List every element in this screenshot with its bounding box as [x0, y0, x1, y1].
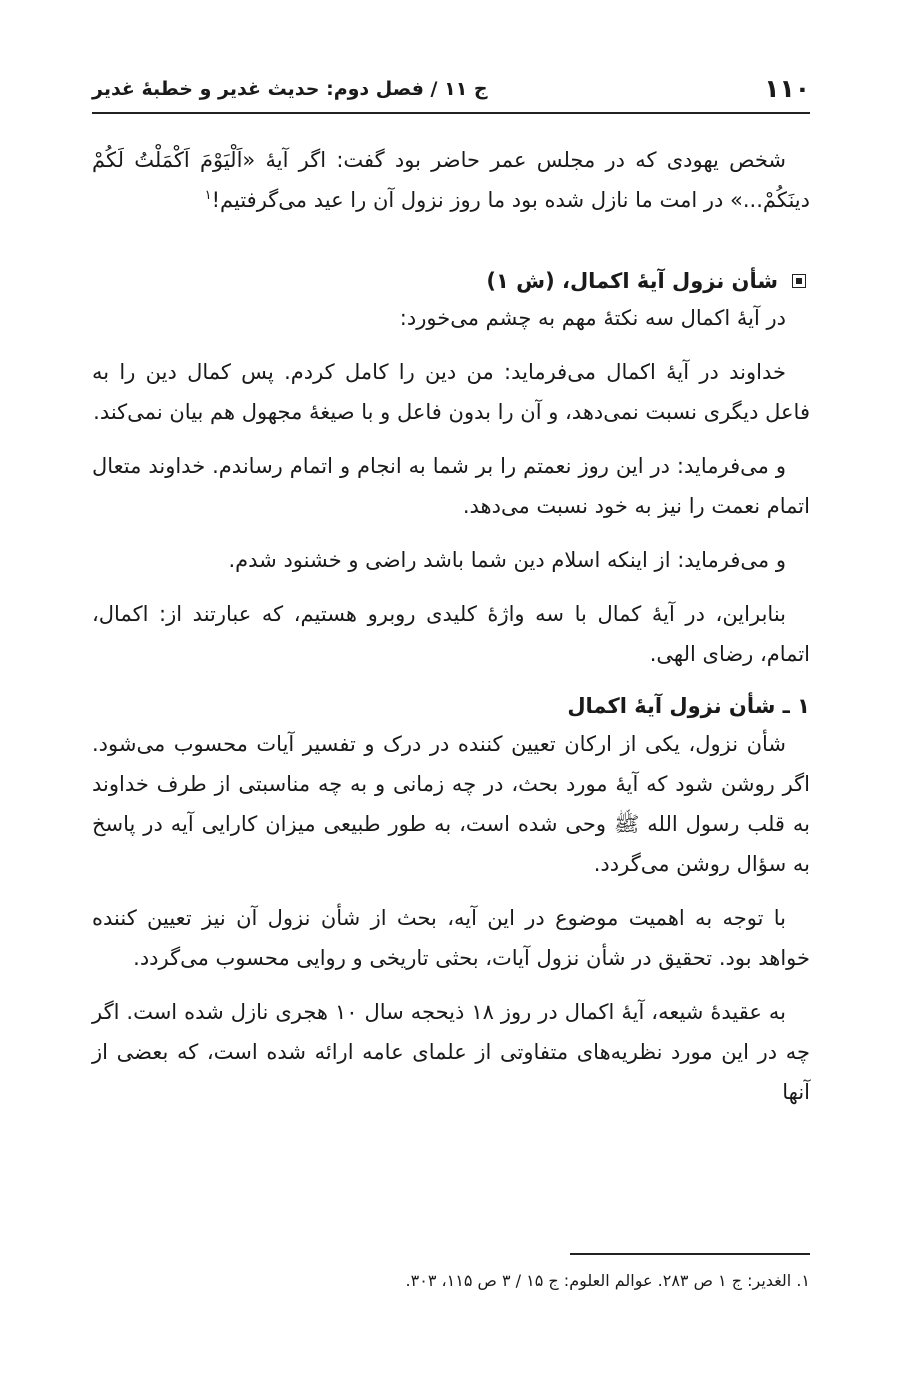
paragraph-2: خداوند در آیهٔ اکمال می‌فرماید: من دین را کامل کردم. پس کمال دین را به فاعل دیگری نسبت نمی‌دهد، و آن را بدون فاعل و با صیغهٔ مجهول هم بیان نمی‌کند.	[92, 360, 810, 424]
paragraph-3: و می‌فرماید: در این روز نعمتم را بر شما به انجام و اتمام رساندم. خداوند متعال اتمام نعمت را نیز به خود نسبت می‌دهد.	[92, 454, 810, 518]
paragraph-1: در آیهٔ اکمال سه نکتهٔ مهم به چشم می‌خورد:	[399, 306, 786, 330]
section-heading	[92, 264, 810, 298]
paragraph-intro-text: شخص یهودی که در مجلس عمر حاضر بود گفت: اگر آیهٔ «اَلْیَوْمَ اَکْمَلْتُ لَکُمْ دینَکُمْ...» در امت ما نازل شده بود ما روز نزول آن را عید می‌گرفتیم!	[92, 148, 810, 212]
footnote-ref: ۱	[204, 188, 212, 203]
section-heading-text: شأن نزول آیهٔ اکمال، (ش ۱)	[486, 269, 778, 293]
footnote: ۱. الغدیر: ج ۱ ص ۲۸۳. عوالم العلوم: ج ۱۵ / ۳ ص ۱۱۵، ۳۰۳.	[405, 1271, 810, 1290]
page-body	[92, 140, 810, 1112]
paragraph-6: شأن نزول، یکی از ارکان تعیین کننده در درک و تفسیر آیات محسوب می‌شود. اگر روشن شود که آیهٔ مورد بحث، در چه زمانی و به چه مناسبتی از طرف خداوند به قلب رسول الله ﷺ وحی شده است، به طور طبیعی میزان کارایی آیه در پاسخ به سؤال روشن می‌گردد.	[92, 732, 810, 876]
running-title: ج ۱۱ / فصل دوم: حدیث غدیر و خطبهٔ غدیر	[92, 78, 488, 100]
sub-heading: ۱ ـ شأن نزول آیهٔ اکمال	[567, 694, 810, 718]
footnote-divider	[570, 1253, 810, 1255]
page-header	[92, 66, 810, 114]
square-bullet-icon	[792, 274, 806, 288]
paragraph-7: با توجه به اهمیت موضوع در این آیه، بحث از شأن نزول آن نیز تعیین کننده خواهد بود. تحقیق در شأن نزول آیات، بحثی تاریخی و روایی محسوب می‌گردد.	[92, 906, 810, 970]
paragraph-5: بنابراین، در آیهٔ کمال با سه واژهٔ کلیدی روبرو هستیم، که عبارتند از: اکمال، اتمام، رضای الهی.	[92, 602, 810, 666]
paragraph-8: به عقیدهٔ شیعه، آیهٔ اکمال در روز ۱۸ ذیحجه سال ۱۰ هجری نازل شده است. اگر چه در این مورد نظریه‌های متفاوتی از علمای عامه ارائه شده است، که بعضی از آنها	[92, 1000, 810, 1104]
paragraph-4: و می‌فرماید: از اینکه اسلام دین شما باشد راضی و خشنود شدم.	[228, 548, 786, 572]
paragraph-intro	[92, 140, 810, 220]
page-number: ۱۱۰	[764, 74, 810, 103]
